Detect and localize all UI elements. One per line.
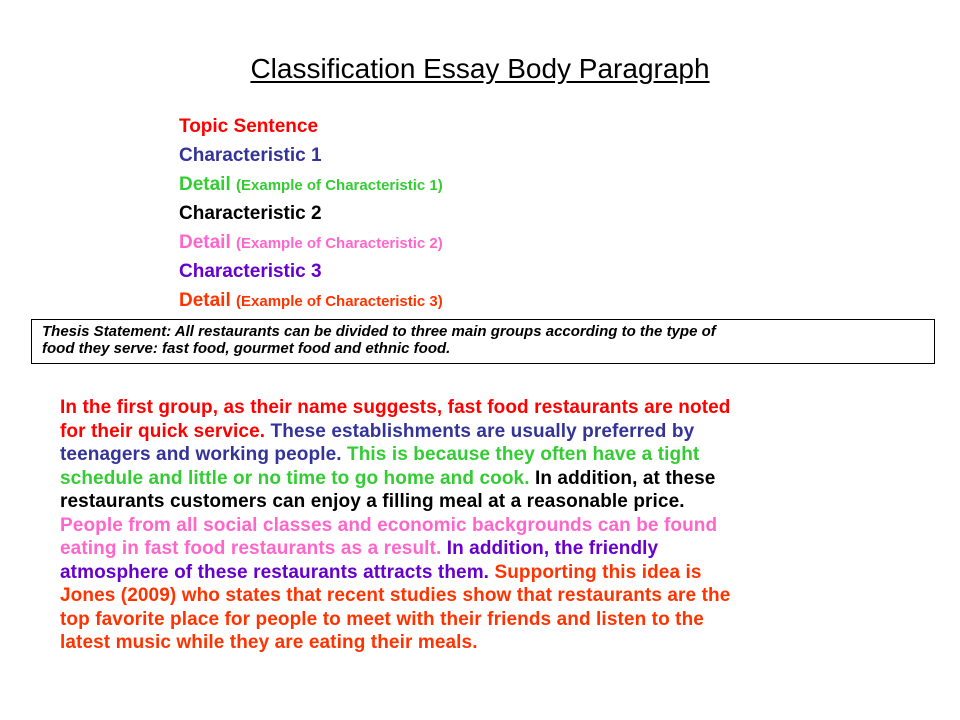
paragraph-segment-char1: These establishments are usually preferred by: [270, 420, 695, 442]
paragraph-segment-detail3: top favorite place for people to meet with their friends and listen to the: [60, 608, 704, 630]
paragraph-line: [60, 420, 940, 444]
paragraph-segment-char3: In addition, the friendly: [446, 538, 659, 559]
paragraph-line: [60, 490, 940, 514]
legend-item-characteristic-1: [179, 141, 443, 170]
thesis-statement-box: [31, 319, 935, 364]
paragraph-segment-detail1: schedule and little or no time to go home and cook.: [60, 467, 535, 489]
legend-item-detail-1: [179, 170, 443, 199]
paragraph-segment-detail2: People from all social classes and economic backgrounds can be found: [60, 514, 718, 536]
paragraph-segment-char3: atmosphere of these restaurants attracts them.: [60, 561, 495, 583]
paragraph-line: [60, 561, 940, 585]
legend-item-label: Characteristic 3: [179, 261, 322, 282]
paragraph-segment-char2: restaurants customers can enjoy a filling meal at a reasonable price.: [60, 491, 685, 512]
legend-item-label: Topic Sentence: [179, 116, 319, 137]
paragraph-segment-detail3: Jones (2009) who states that recent studies show that restaurants are the: [60, 585, 731, 606]
legend-item-note: (Example of Characteristic 1): [236, 177, 443, 194]
legend-item-detail-3: [179, 286, 443, 315]
paragraph-segment-detail3: Supporting this idea is: [494, 561, 702, 583]
legend-item-characteristic-2: [179, 199, 443, 228]
paragraph-segment-char1: teenagers and working people.: [60, 444, 348, 465]
paragraph-segment-detail3: latest music while they are eating their meals.: [60, 632, 478, 653]
body-paragraph: [60, 396, 940, 655]
legend-item-topic-sentence: [179, 112, 443, 141]
legend-item-label: Detail: [179, 174, 237, 195]
legend-item-characteristic-3: [179, 257, 443, 286]
paragraph-line: [60, 514, 940, 538]
legend-item-label: Characteristic 2: [179, 203, 322, 224]
page-title: Classification Essay Body Paragraph: [250, 53, 710, 84]
paragraph-line: [60, 631, 940, 655]
paragraph-line: [60, 584, 940, 608]
legend-item-note: (Example of Characteristic 2): [236, 235, 443, 252]
legend-item-label: Characteristic 1: [179, 145, 322, 166]
paragraph-segment-char2: In addition, at these: [534, 467, 716, 489]
paragraph-line: [60, 467, 940, 491]
paragraph-line: [60, 443, 940, 467]
thesis-statement-line: Thesis Statement: All restaurants can be divided to three main groups according to the type of: [42, 323, 716, 340]
color-legend: [179, 112, 443, 315]
paragraph-segment-detail2: eating in fast food restaurants as a result.: [60, 538, 447, 559]
paragraph-segment-topic: for their quick service.: [60, 420, 271, 442]
legend-item-detail-2: [179, 228, 443, 257]
paragraph-line: [60, 608, 940, 632]
legend-item-label: Detail: [179, 290, 237, 311]
paragraph-line: [60, 396, 940, 420]
legend-item-note: (Example of Characteristic 3): [236, 293, 443, 310]
paragraph-segment-detail1: This is because they often have a tight: [347, 444, 700, 465]
paragraph-line: [60, 537, 940, 561]
paragraph-segment-topic: In the first group, as their name suggests, fast food restaurants are noted: [60, 397, 731, 418]
legend-item-label: Detail: [179, 232, 237, 253]
thesis-statement-line: food they serve: fast food, gourmet food and ethnic food.: [42, 340, 451, 357]
